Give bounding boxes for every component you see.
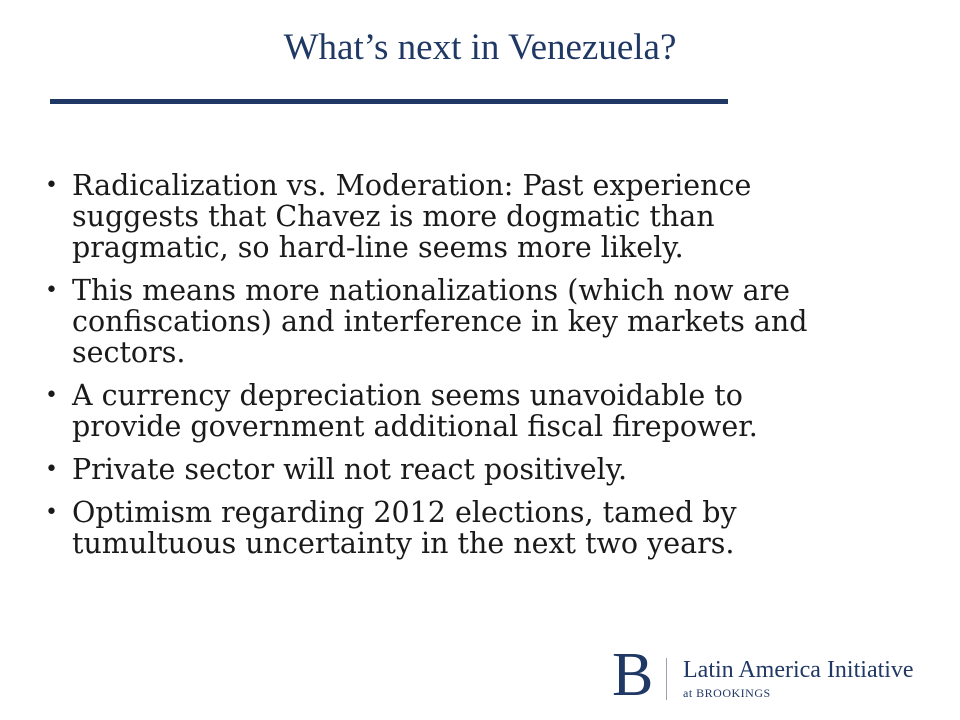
- bullet-text: This means more nationalizations (which now are confiscations) and interference in key markets and sectors.: [72, 274, 808, 369]
- bullet-item: [40, 380, 840, 442]
- bullet-item: [40, 497, 840, 559]
- logo-initiative-name: Latin America Initiative: [683, 657, 914, 683]
- logo-divider: [666, 658, 667, 700]
- bullet-marker: •: [45, 383, 58, 408]
- bullet-marker: •: [45, 500, 58, 525]
- bullet-text: Optimism regarding 2012 elections, tamed by tumultuous uncertainty in the next two years.: [72, 496, 737, 560]
- bullet-text: Private sector will not react positively.: [72, 453, 628, 486]
- bullet-item: [40, 454, 840, 485]
- brookings-logo: [612, 641, 942, 709]
- bullet-item: [40, 170, 840, 263]
- bullet-text: Radicalization vs. Moderation: Past experience suggests that Chavez is more dogmatic than pragmatic, so hard-line seems more likely.: [72, 169, 752, 264]
- bullet-marker: •: [45, 173, 58, 198]
- slide-title: What’s next in Venezuela?: [283, 27, 677, 68]
- title-underline: [50, 99, 728, 104]
- bullet-marker: •: [45, 457, 58, 482]
- bullet-marker: •: [45, 278, 58, 303]
- bullet-list: [40, 170, 840, 571]
- brookings-b-mark: B: [612, 641, 654, 709]
- bullet-text: A currency depreciation seems unavoidable to provide government additional fiscal firepower.: [72, 379, 758, 443]
- logo-subtitle: at BROOKINGS: [683, 686, 771, 700]
- bullet-item: [40, 275, 840, 368]
